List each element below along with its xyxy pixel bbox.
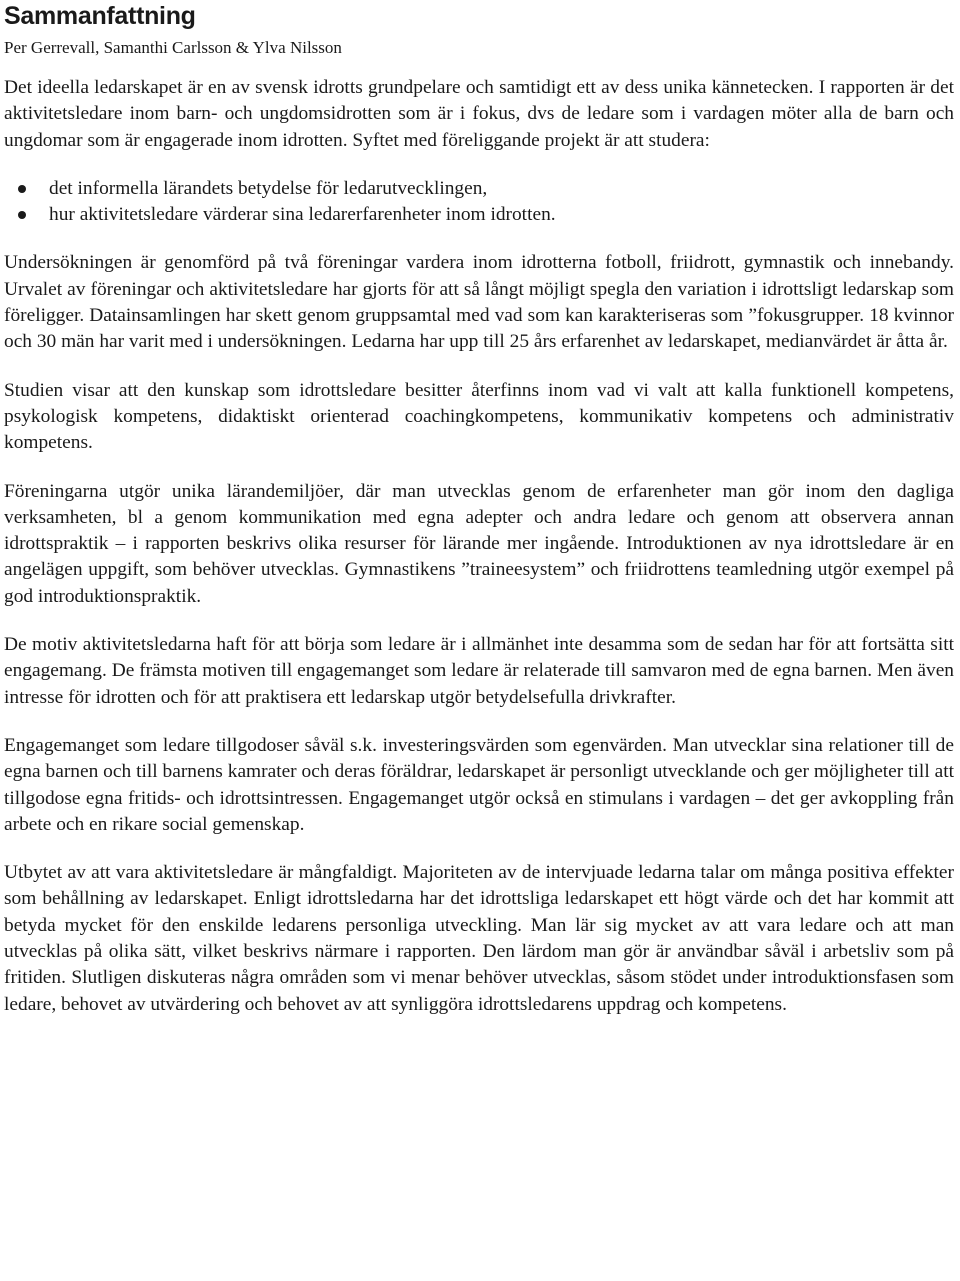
competence-paragraph: Studien visar att den kunskap som idrottsledare besitter återfinns inom vad vi valt att kalla funktionell kompetens, psykologisk kompetens, didaktiskt orienterad coachingkompetens, kommunikativ kompetens och administrativ kompetens. bbox=[4, 379, 954, 454]
engagement-paragraph: Engagemanget som ledare tillgodoser såväl s.k. investeringsvärden som egenvärden. Man utvecklar sina relationer till de egna barnen och till barnens kamrater och deras föräldrar, ledarskapet är personligt utvecklande och ger möjligheter till att tillgodose egna fritids- och idrottsintressen. Engagemanget utgör också en stimulans i vardagen – det ger avkoppling från arbete och en rikare social gemenskap. bbox=[4, 734, 954, 835]
bullet-list bbox=[4, 176, 954, 229]
bullet-item bbox=[4, 202, 954, 228]
learning-environment-paragraph: Föreningarna utgör unika lärandemiljöer, där man utvecklas genom de erfarenheter man gör inom den dagliga verksamheten, bl a genom kommunikation med egna adepter och andra ledare och genom att observera annan idrottspraktik – i rapporten beskrivs olika resurser för lärande mer ingående. Introduktionen av nya idrottsledare är en angelägen uppgift, som behöver utvecklas. Gymnastikens ”traineesystem” och friidrottens teamledning utgör exempel på god introduktionspraktik. bbox=[4, 480, 954, 607]
bullet-text: hur aktivitetsledare värderar sina ledarerfarenheter inom idrotten. bbox=[49, 204, 556, 226]
page-title: Sammanfattning bbox=[4, 2, 196, 30]
authors-line: Per Gerrevall, Samanthi Carlsson & Ylva Nilsson bbox=[4, 38, 342, 57]
bullet-dot-icon bbox=[18, 211, 26, 219]
benefits-paragraph: Utbytet av att vara aktivitetsledare är mångfaldigt. Majoriteten av de intervjuade ledarna talar om många positiva effekter som behållning av ledarskapet. Enligt idrottsledarna har det idrottsliga ledarskapet ett högt värde och det har kommit att betyda mycket för den enskilde ledarens personliga utveckling. Man lär sig mycket av att vara ledare och att man utvecklas på olika sätt, vilket beskrivs närmare i rapporten. Den lärdom man gör är användbar såväl i arbetsliv som på fritiden. Slutligen diskuteras några områden som vi menar behöver utvecklas, såsom stödet under introduktionsfasen som ledare, behovet av utvärdering och behovet av att synliggöra idrottsledarens uppdrag och kompetens. bbox=[4, 862, 954, 1015]
bullet-text: det informella lärandets betydelse för ledarutvecklingen, bbox=[49, 177, 488, 199]
bullet-dot-icon bbox=[18, 185, 26, 193]
motives-paragraph: De motiv aktivitetsledarna haft för att börja som ledare är i allmänhet inte desamma som de sedan har för att fortsätta sitt engagemang. De främsta motiven till engagemanget som ledare är relaterade till samvaron med de egna barnen. Men även intresse för idrotten och för att praktisera ett ledarskap utgör betydelsefulla drivkrafter. bbox=[4, 634, 954, 708]
document-page bbox=[4, 0, 954, 1018]
method-paragraph: Undersökningen är genomförd på två föreningar vardera inom idrotterna fotboll, friidrott, gymnastik och innebandy. Urvalet av föreningar och aktivitetsledare har gjorts för att så långt möjligt spegla den variation i idrottsligt ledarskap som föreligger. Datainsamlingen har skett genom gruppsamtal med vad som kan karakteriseras som ”fokusgrupper. 18 kvinnor och 30 män har varit med i undersökningen. Ledarna har upp till 25 års erfarenhet av ledarskapet, medianvärdet är åtta år. bbox=[4, 252, 954, 353]
intro-paragraph: Det ideella ledarskapet är en av svensk idrotts grundpelare och samtidigt ett av dess unika kännetecken. I rapporten är det aktivitetsledare inom barn- och ungdomsidrotten som är i fokus, dvs de ledare som i vardagen möter alla de barn och ungdomar som är engagerade inom idrotten. Syftet med föreliggande projekt är att studera: bbox=[4, 77, 954, 151]
bullet-item bbox=[4, 176, 954, 202]
